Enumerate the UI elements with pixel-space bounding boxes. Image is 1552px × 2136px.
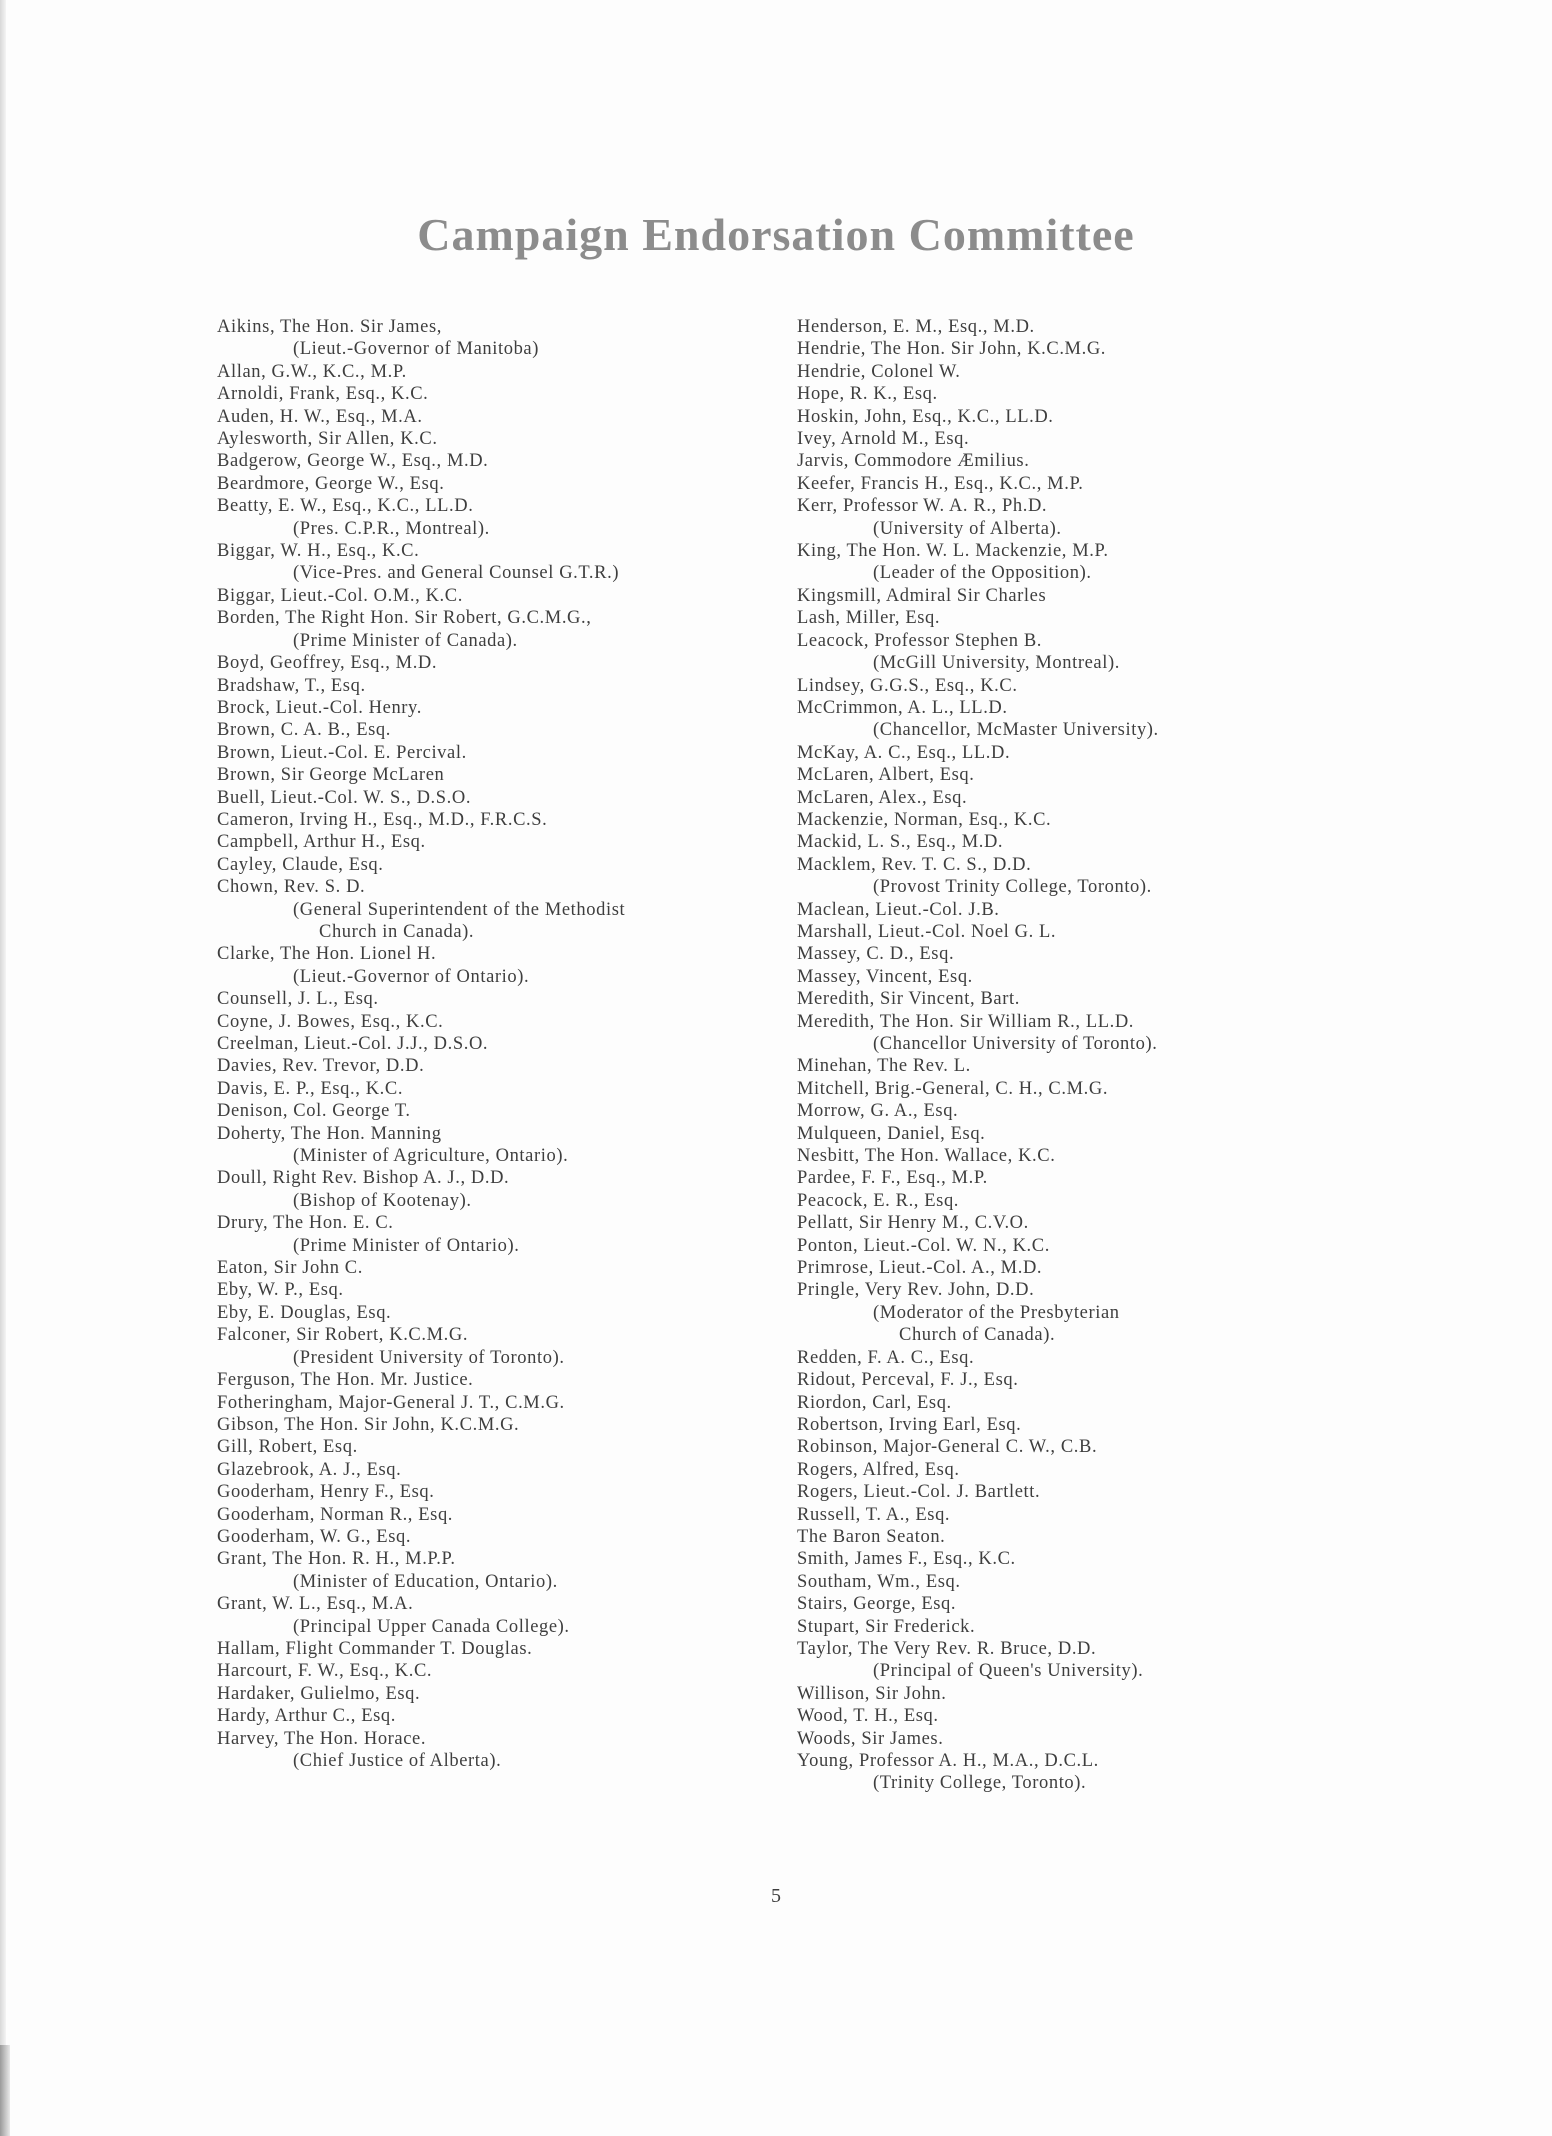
member-name: Maclean, Lieut.-Col. J.B. — [797, 899, 1000, 920]
member-title-note — [217, 1347, 797, 1369]
committee-member-entry — [797, 921, 1337, 943]
committee-member-entry — [797, 899, 1337, 921]
committee-member-entry — [217, 1302, 797, 1324]
member-name: Mitchell, Brig.-General, C. H., C.M.G. — [797, 1078, 1109, 1099]
committee-member-entry — [797, 1414, 1337, 1436]
member-name: Morrow, G. A., Esq. — [797, 1101, 959, 1122]
member-note-line: (Bishop of Kootenay). — [293, 1190, 472, 1211]
member-name: Brock, Lieut.-Col. Henry. — [217, 697, 422, 718]
member-name: Denison, Col. George T. — [217, 1101, 411, 1122]
member-name: Creelman, Lieut.-Col. J.J., D.S.O. — [217, 1034, 489, 1054]
member-note-line: (Chancellor, McMaster University). — [873, 720, 1159, 741]
committee-member-entry — [797, 1683, 1337, 1705]
member-note-line: (Pres. C.P.R., Montreal). — [293, 518, 490, 539]
committee-member-entry — [797, 1616, 1337, 1638]
committee-member-entry — [797, 809, 1337, 831]
member-note-line: (General Superintendent of the Methodist — [293, 899, 626, 920]
committee-member-entry — [797, 1638, 1337, 1683]
member-name: Macklem, Rev. T. C. S., D.D. — [797, 854, 1032, 875]
member-name: Peacock, E. R., Esq. — [797, 1190, 960, 1211]
committee-member-entry — [217, 809, 797, 831]
committee-member-entry — [797, 607, 1337, 629]
member-name: Mackid, L. S., Esq., M.D. — [797, 832, 1004, 853]
committee-member-entry — [217, 1728, 797, 1773]
committee-member-entry — [217, 1279, 797, 1301]
member-name: Harcourt, F. W., Esq., K.C. — [217, 1661, 433, 1682]
member-name: Chown, Rev. S. D. — [217, 877, 366, 898]
member-name: Robertson, Irving Earl, Esq. — [797, 1414, 1022, 1435]
committee-member-entry — [797, 585, 1337, 607]
committee-member-entry — [797, 1167, 1337, 1189]
committee-member-entry — [797, 406, 1337, 428]
member-name: McCrimmon, A. L., LL.D. — [797, 697, 1008, 718]
committee-member-entry — [217, 361, 797, 383]
member-note-line: (President University of Toronto). — [293, 1347, 565, 1368]
member-name: Eby, W. P., Esq. — [217, 1280, 344, 1301]
committee-member-entry — [797, 988, 1337, 1010]
member-name: Grant, W. L., Esq., M.A. — [217, 1594, 414, 1615]
member-title-note — [797, 1772, 1337, 1794]
member-name: Arnoldi, Frank, Esq., K.C. — [217, 384, 429, 405]
member-name: Keefer, Francis H., Esq., K.C., M.P. — [797, 473, 1084, 494]
member-note-line: (Principal of Queen's University). — [873, 1661, 1144, 1682]
member-title-note — [217, 562, 797, 584]
committee-member-entry — [217, 764, 797, 786]
committee-member-entry — [797, 1728, 1337, 1750]
member-name: Meredith, The Hon. Sir William R., LL.D. — [797, 1011, 1135, 1032]
committee-member-entry — [797, 675, 1337, 697]
committee-member-entry — [797, 1235, 1337, 1257]
member-name: Grant, The Hon. R. H., M.P.P. — [217, 1549, 456, 1570]
committee-member-entry — [797, 1459, 1337, 1481]
member-name: Hardy, Arthur C., Esq. — [217, 1706, 396, 1727]
member-name: Stupart, Sir Frederick. — [797, 1616, 976, 1637]
member-note-line: (Provost Trinity College, Toronto). — [873, 877, 1152, 898]
committee-member-entry — [797, 1593, 1337, 1615]
member-name: Rogers, Alfred, Esq. — [797, 1459, 960, 1480]
committee-member-entry — [797, 383, 1337, 405]
member-name: Hoskin, John, Esq., K.C., LL.D. — [797, 406, 1054, 427]
committee-member-entry — [797, 1078, 1337, 1100]
committee-member-entry — [797, 1526, 1337, 1548]
member-title-note — [217, 1571, 797, 1593]
committee-member-entry — [797, 1369, 1337, 1391]
member-name: Kingsmill, Admiral Sir Charles — [797, 585, 1047, 606]
member-name: Mackenzie, Norman, Esq., K.C. — [797, 809, 1052, 830]
committee-member-entry — [797, 1055, 1337, 1077]
committee-member-entry — [797, 540, 1337, 585]
member-name: Fotheringham, Major-General J. T., C.M.G. — [217, 1392, 565, 1413]
member-title-note — [217, 338, 797, 360]
committee-member-entry — [797, 1571, 1337, 1593]
committee-member-entry — [217, 316, 797, 361]
committee-member-entry — [217, 1078, 797, 1100]
member-note-line: Church of Canada). — [899, 1325, 1056, 1346]
committee-member-entry — [217, 1481, 797, 1503]
committee-member-entry — [797, 943, 1337, 965]
member-name: Minehan, The Rev. L. — [797, 1056, 971, 1077]
member-title-note — [797, 652, 1337, 674]
committee-member-entry — [217, 1167, 797, 1212]
member-name: Boyd, Geoffrey, Esq., M.D. — [217, 653, 438, 674]
member-name: Massey, C. D., Esq. — [797, 944, 955, 965]
committee-member-entry — [797, 1190, 1337, 1212]
member-name: Doull, Right Rev. Bishop A. J., D.D. — [217, 1168, 510, 1189]
committee-member-entry — [797, 1011, 1337, 1056]
member-name: Hardaker, Gulielmo, Esq. — [217, 1683, 421, 1704]
committee-member-entry — [217, 943, 797, 988]
member-note-line: (Leader of the Opposition). — [873, 563, 1092, 584]
member-name: Brown, C. A. B., Esq. — [217, 720, 391, 741]
member-title-note — [217, 899, 797, 944]
committee-member-entry — [797, 495, 1337, 540]
member-name: Riordon, Carl, Esq. — [797, 1392, 952, 1413]
member-name: Drury, The Hon. E. C. — [217, 1213, 394, 1234]
committee-member-entry — [217, 1033, 797, 1055]
member-note-line: (Lieut.-Governor of Manitoba) — [293, 339, 540, 360]
member-note-line: (Trinity College, Toronto). — [873, 1773, 1087, 1794]
committee-member-entry — [797, 1212, 1337, 1234]
member-name: Robinson, Major-General C. W., C.B. — [797, 1437, 1098, 1458]
member-name: Ivey, Arnold M., Esq. — [797, 429, 970, 450]
committee-member-entry — [217, 652, 797, 674]
member-name: Gooderham, Henry F., Esq. — [217, 1482, 435, 1503]
member-title-note — [797, 876, 1337, 898]
member-note-line: (Minister of Agriculture, Ontario). — [293, 1146, 569, 1167]
member-title-note — [217, 1145, 797, 1167]
committee-member-entry — [797, 1548, 1337, 1570]
committee-member-entry — [217, 607, 797, 652]
member-title-note — [217, 1235, 797, 1257]
committee-member-entry — [217, 1212, 797, 1257]
committee-member-entry — [797, 764, 1337, 786]
member-name: Willison, Sir John. — [797, 1683, 947, 1704]
member-note-line: (Prime Minister of Canada). — [293, 630, 518, 651]
committee-member-entry — [797, 1436, 1337, 1458]
member-title-note — [217, 1190, 797, 1212]
committee-member-entry — [217, 1436, 797, 1458]
committee-member-entry — [217, 1414, 797, 1436]
member-name: Doherty, The Hon. Manning — [217, 1123, 442, 1144]
member-title-note — [797, 1302, 1337, 1347]
member-name: Aylesworth, Sir Allen, K.C. — [217, 429, 438, 450]
committee-member-entry — [217, 406, 797, 428]
member-name: Pellatt, Sir Henry M., C.V.O. — [797, 1213, 1029, 1234]
member-name: Marshall, Lieut.-Col. Noel G. L. — [797, 921, 1057, 942]
committee-member-entry — [217, 854, 797, 876]
member-name: Hope, R. K., Esq. — [797, 384, 938, 405]
committee-member-entry — [797, 361, 1337, 383]
member-name: Henderson, E. M., Esq., M.D. — [797, 317, 1035, 337]
member-name: Gooderham, W. G., Esq. — [217, 1526, 412, 1547]
member-name: Gill, Robert, Esq. — [217, 1437, 358, 1458]
member-note-line: (Lieut.-Governor of Ontario). — [293, 966, 530, 987]
member-name: Brown, Lieut.-Col. E. Percival. — [217, 742, 467, 763]
committee-member-entry — [217, 1392, 797, 1414]
committee-member-entry — [797, 854, 1337, 899]
committee-member-entry — [217, 428, 797, 450]
member-name: Hallam, Flight Commander T. Douglas. — [217, 1638, 533, 1659]
member-name: Brown, Sir George McLaren — [217, 765, 445, 786]
page-edge-binding — [0, 2045, 10, 2136]
committee-member-entry — [797, 1481, 1337, 1503]
member-name: Harvey, The Hon. Horace. — [217, 1728, 427, 1749]
committee-member-entry — [217, 988, 797, 1010]
member-note-line: (Principal Upper Canada College). — [293, 1616, 570, 1637]
member-name: Beardmore, George W., Esq. — [217, 473, 445, 494]
member-name: Bradshaw, T., Esq. — [217, 675, 366, 696]
member-name: Young, Professor A. H., M.A., D.C.L. — [797, 1751, 1099, 1771]
committee-member-entry — [217, 450, 797, 472]
right-name-column — [797, 316, 1337, 1795]
member-note-line: (Moderator of the Presbyterian — [873, 1302, 1120, 1323]
member-name: Hendrie, Colonel W. — [797, 361, 961, 382]
member-name: Ridout, Perceval, F. J., Esq. — [797, 1370, 1019, 1391]
committee-member-entry — [217, 1324, 797, 1369]
committee-member-entry — [217, 831, 797, 853]
member-name: Primrose, Lieut.-Col. A., M.D. — [797, 1258, 1043, 1279]
member-note-line: Church in Canada). — [319, 921, 475, 942]
committee-member-entry — [797, 1257, 1337, 1279]
committee-member-entry — [797, 428, 1337, 450]
member-note-line: (McGill University, Montreal). — [873, 653, 1120, 674]
member-name: Allan, G.W., K.C., M.P. — [217, 361, 407, 382]
committee-member-entry — [217, 1504, 797, 1526]
committee-member-entry — [217, 383, 797, 405]
member-name: Davies, Rev. Trevor, D.D. — [217, 1056, 425, 1077]
committee-member-entry — [217, 787, 797, 809]
member-name: Counsell, J. L., Esq. — [217, 989, 379, 1010]
committee-member-entry — [217, 540, 797, 585]
committee-member-entry — [797, 966, 1337, 988]
member-title-note — [217, 966, 797, 988]
committee-member-entry — [797, 787, 1337, 809]
member-name: Beatty, E. W., Esq., K.C., LL.D. — [217, 496, 474, 517]
member-note-line: (Chancellor University of Toronto). — [873, 1034, 1158, 1054]
committee-member-entry — [217, 1257, 797, 1279]
member-name: Cameron, Irving H., Esq., M.D., F.R.C.S. — [217, 809, 548, 830]
member-name: McLaren, Alex., Esq. — [797, 787, 968, 808]
member-name: The Baron Seaton. — [797, 1526, 946, 1547]
committee-member-entry — [217, 675, 797, 697]
member-name: Southam, Wm., Esq. — [797, 1571, 961, 1592]
committee-member-entry — [797, 1145, 1337, 1167]
committee-member-entry — [797, 1279, 1337, 1346]
committee-member-entry — [217, 1123, 797, 1168]
member-name: Aikins, The Hon. Sir James, — [217, 317, 443, 337]
member-name: Ferguson, The Hon. Mr. Justice. — [217, 1370, 474, 1391]
member-title-note — [797, 1660, 1337, 1682]
member-name: Davis, E. P., Esq., K.C. — [217, 1078, 404, 1099]
member-name: Borden, The Right Hon. Sir Robert, G.C.M.G., — [217, 608, 592, 629]
committee-member-entry — [217, 876, 797, 943]
member-name: Lindsey, G.G.S., Esq., K.C. — [797, 675, 1018, 696]
member-name: Clarke, The Hon. Lionel H. — [217, 944, 437, 965]
member-title-note — [797, 518, 1337, 540]
committee-member-entry — [797, 1100, 1337, 1122]
member-name: Smith, James F., Esq., K.C. — [797, 1549, 1016, 1570]
committee-member-entry — [217, 585, 797, 607]
member-note-line: (Prime Minister of Ontario). — [293, 1235, 520, 1256]
member-title-note — [797, 562, 1337, 584]
member-name: Gooderham, Norman R., Esq. — [217, 1504, 454, 1525]
committee-member-entry — [217, 1593, 797, 1638]
member-name: Coyne, J. Bowes, Esq., K.C. — [217, 1011, 444, 1032]
member-name: Pardee, F. F., Esq., M.P. — [797, 1168, 988, 1189]
committee-member-entry — [797, 1123, 1337, 1145]
member-name: Stairs, George, Esq. — [797, 1594, 957, 1615]
member-name: Ponton, Lieut.-Col. W. N., K.C. — [797, 1235, 1050, 1256]
member-name: Redden, F. A. C., Esq. — [797, 1347, 975, 1368]
member-name: Leacock, Professor Stephen B. — [797, 630, 1042, 651]
member-name: Auden, H. W., Esq., M.A. — [217, 406, 423, 427]
member-name: King, The Hon. W. L. Mackenzie, M.P. — [797, 541, 1109, 562]
member-name: Nesbitt, The Hon. Wallace, K.C. — [797, 1146, 1056, 1167]
member-name: Glazebrook, A. J., Esq. — [217, 1459, 402, 1480]
member-name: Massey, Vincent, Esq. — [797, 966, 973, 987]
member-name: Cayley, Claude, Esq. — [217, 854, 384, 875]
member-name: Falconer, Sir Robert, K.C.M.G. — [217, 1325, 469, 1346]
committee-member-entry — [797, 831, 1337, 853]
member-title-note — [217, 1750, 797, 1772]
left-name-column — [217, 316, 797, 1772]
committee-member-entry — [797, 473, 1337, 495]
committee-member-entry — [217, 1660, 797, 1682]
member-title-note — [217, 1616, 797, 1638]
member-name: Eaton, Sir John C. — [217, 1258, 363, 1279]
member-name: Mulqueen, Daniel, Esq. — [797, 1123, 986, 1144]
member-name: Jarvis, Commodore Æmilius. — [797, 451, 1030, 472]
committee-member-entry — [797, 742, 1337, 764]
member-title-note — [217, 518, 797, 540]
committee-member-entry — [797, 316, 1337, 338]
committee-member-entry — [217, 1459, 797, 1481]
committee-member-entry — [217, 1011, 797, 1033]
member-note-line: (Chief Justice of Alberta). — [293, 1751, 502, 1771]
member-title-note — [797, 1033, 1337, 1055]
committee-member-entry — [797, 1705, 1337, 1727]
committee-member-entry — [217, 1683, 797, 1705]
committee-member-entry — [217, 1705, 797, 1727]
committee-member-entry — [797, 1504, 1337, 1526]
committee-member-entry — [797, 1392, 1337, 1414]
member-name: Pringle, Very Rev. John, D.D. — [797, 1280, 1035, 1301]
committee-member-entry — [217, 719, 797, 741]
member-name: Biggar, Lieut.-Col. O.M., K.C. — [217, 585, 463, 606]
page-edge-shadow — [0, 0, 6, 2136]
committee-member-entry — [217, 1526, 797, 1548]
member-name: Kerr, Professor W. A. R., Ph.D. — [797, 496, 1048, 517]
committee-member-entry — [217, 697, 797, 719]
member-name: Buell, Lieut.-Col. W. S., D.S.O. — [217, 787, 472, 808]
member-name: Wood, T. H., Esq. — [797, 1706, 939, 1727]
member-name: Russell, T. A., Esq. — [797, 1504, 951, 1525]
page-number: 5 — [771, 1885, 781, 1907]
member-title-note — [797, 719, 1337, 741]
page-title: Campaign Endorsation Committee — [417, 209, 1135, 260]
member-name: Meredith, Sir Vincent, Bart. — [797, 989, 1020, 1010]
committee-member-entry — [797, 1750, 1337, 1795]
member-note-line: (University of Alberta). — [873, 518, 1062, 539]
committee-member-entry — [217, 473, 797, 495]
committee-member-entry — [797, 630, 1337, 675]
committee-member-entry — [217, 1100, 797, 1122]
committee-member-entry — [217, 742, 797, 764]
committee-member-entry — [797, 697, 1337, 742]
member-name: Eby, E. Douglas, Esq. — [217, 1302, 392, 1323]
member-name: Gibson, The Hon. Sir John, K.C.M.G. — [217, 1414, 520, 1435]
member-name: Rogers, Lieut.-Col. J. Bartlett. — [797, 1482, 1041, 1503]
member-title-note — [217, 630, 797, 652]
member-name: Lash, Miller, Esq. — [797, 608, 941, 629]
member-name: Biggar, W. H., Esq., K.C. — [217, 541, 420, 562]
member-name: Campbell, Arthur H., Esq. — [217, 832, 426, 853]
committee-member-entry — [217, 1548, 797, 1593]
member-name: Taylor, The Very Rev. R. Bruce, D.D. — [797, 1638, 1097, 1659]
member-name: McLaren, Albert, Esq. — [797, 765, 975, 786]
committee-member-entry — [217, 495, 797, 540]
member-name: McKay, A. C., Esq., LL.D. — [797, 742, 1011, 763]
committee-member-entry — [797, 1347, 1337, 1369]
member-note-line: (Minister of Education, Ontario). — [293, 1571, 558, 1592]
committee-member-entry — [797, 338, 1337, 360]
committee-member-entry — [217, 1638, 797, 1660]
member-name: Hendrie, The Hon. Sir John, K.C.M.G. — [797, 339, 1107, 360]
member-note-line: (Vice-Pres. and General Counsel G.T.R.) — [293, 563, 620, 584]
committee-member-entry — [217, 1055, 797, 1077]
member-name: Badgerow, George W., Esq., M.D. — [217, 451, 489, 472]
committee-member-entry — [797, 450, 1337, 472]
committee-member-entry — [217, 1369, 797, 1391]
member-name: Woods, Sir James. — [797, 1728, 944, 1749]
